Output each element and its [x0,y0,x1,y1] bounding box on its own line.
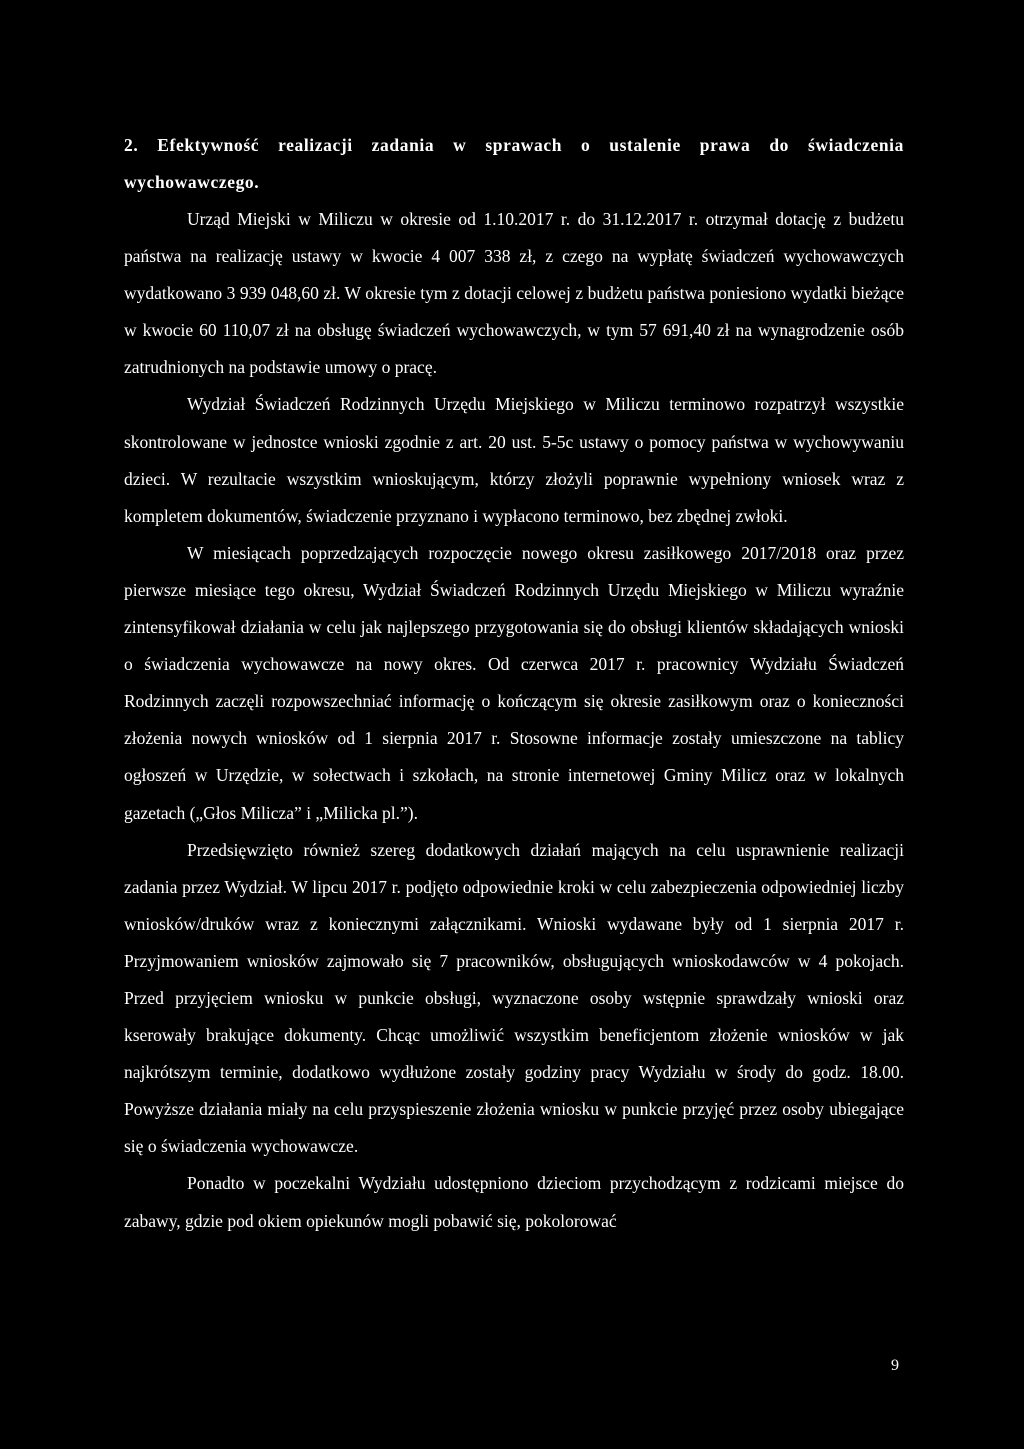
paragraph-additional-actions: Przedsięwzięto również szereg dodatkowych działań mających na celu usprawnienie realizacji zadania przez Wydział. W lipcu 2017 r. podjęto odpowiednie kroki w celu zabezpieczenia odpowiedniej liczby wniosków/druków wraz z koniecznymi załącznikami. Wnioski wydawane były od 1 sierpnia 2017 r. Przyjmowaniem wniosków zajmowało się 7 pracowników, obsługujących wnioskodawców w 4 pokojach. Przed przyjęciem wniosku w punkcie obsługi, wyznaczone osoby wstępnie sprawdzały wnioski oraz kserowały brakujące dokumenty. Chcąc umożliwić wszystkim beneficjentom złożenie wniosków w jak najkrótszym terminie, dodatkowo wydłużone zostały godziny pracy Wydziału w środy do godz. 18.00. Powyższe działania miały na celu przyspieszenie złożenia wniosku w punkcie przyjęć przez osoby ubiegające się o świadczenia wychowawcze. [124,839,904,1157]
paragraph-waiting-room: Ponadto w poczekalni Wydziału udostępniono dzieciom przychodzącym z rodzicami miejsce do zabawy, gdzie pod okiem opiekunów mogli pobawić się, pokolorować [124,1173,904,1231]
document-body [124,127,904,1240]
paragraph-funding: Urząd Miejski w Miliczu w okresie od 1.10.2017 r. do 31.12.2017 r. otrzymał dotację z budżetu państwa na realizację ustawy w kwocie 4 007 338 zł, z czego na wypłatę świadczeń wychowawczych wydatkowano 3 939 048,60 zł. W okresie tym z dotacji celowej z budżetu państwa poniesiono wydatki bieżące w kwocie 60 110,07 zł na obsługę świadczeń wychowawczych, w tym 57 691,40 zł na wynagrodzenie osób zatrudnionych na podstawie umowy o pracę. [124,209,904,378]
paragraph-preparations: W miesiącach poprzedzających rozpoczęcie nowego okresu zasiłkowego 2017/2018 oraz przez pierwsze miesiące tego okresu, Wydział Świadczeń Rodzinnych Urzędu Miejskiego w Miliczu wyraźnie zintensyfikował działania w celu jak najlepszego przygotowania się do obsługi klientów składających wnioski o świadczenia wychowawcze na nowy okres. Od czerwca 2017 r. pracownicy Wydziału Świadczeń Rodzinnych zaczęli rozpowszechniać informację o kończącym się okresie zasiłkowym oraz o konieczności złożenia nowych wniosków od 1 sierpnia 2017 r. Stosowne informacje zostały umieszczone na tablicy ogłoszeń w Urzędzie, w sołectwach i szkołach, na stronie internetowej Gminy Milicz oraz w lokalnych gazetach („Głos Milicza” i „Milicka pl.”). [124,542,904,823]
section-heading: 2. Efektywność realizacji zadania w sprawach o ustalenie prawa do świadczenia wychowawczego. [124,135,904,192]
page-number: 9 [891,1357,899,1374]
paragraph-applications-processing: Wydział Świadczeń Rodzinnych Urzędu Miejskiego w Miliczu terminowo rozpatrzył wszystkie skontrolowane w jednostce wnioski zgodnie z art. 20 ust. 5-5c ustawy o pomocy państwa w wychowywaniu dzieci. W rezultacie wszystkim wnioskującym, którzy złożyli poprawnie wypełniony wniosek wraz z kompletem dokumentów, świadczenie przyznano i wypłacono terminowo, bez zbędnej zwłoki. [124,394,904,526]
